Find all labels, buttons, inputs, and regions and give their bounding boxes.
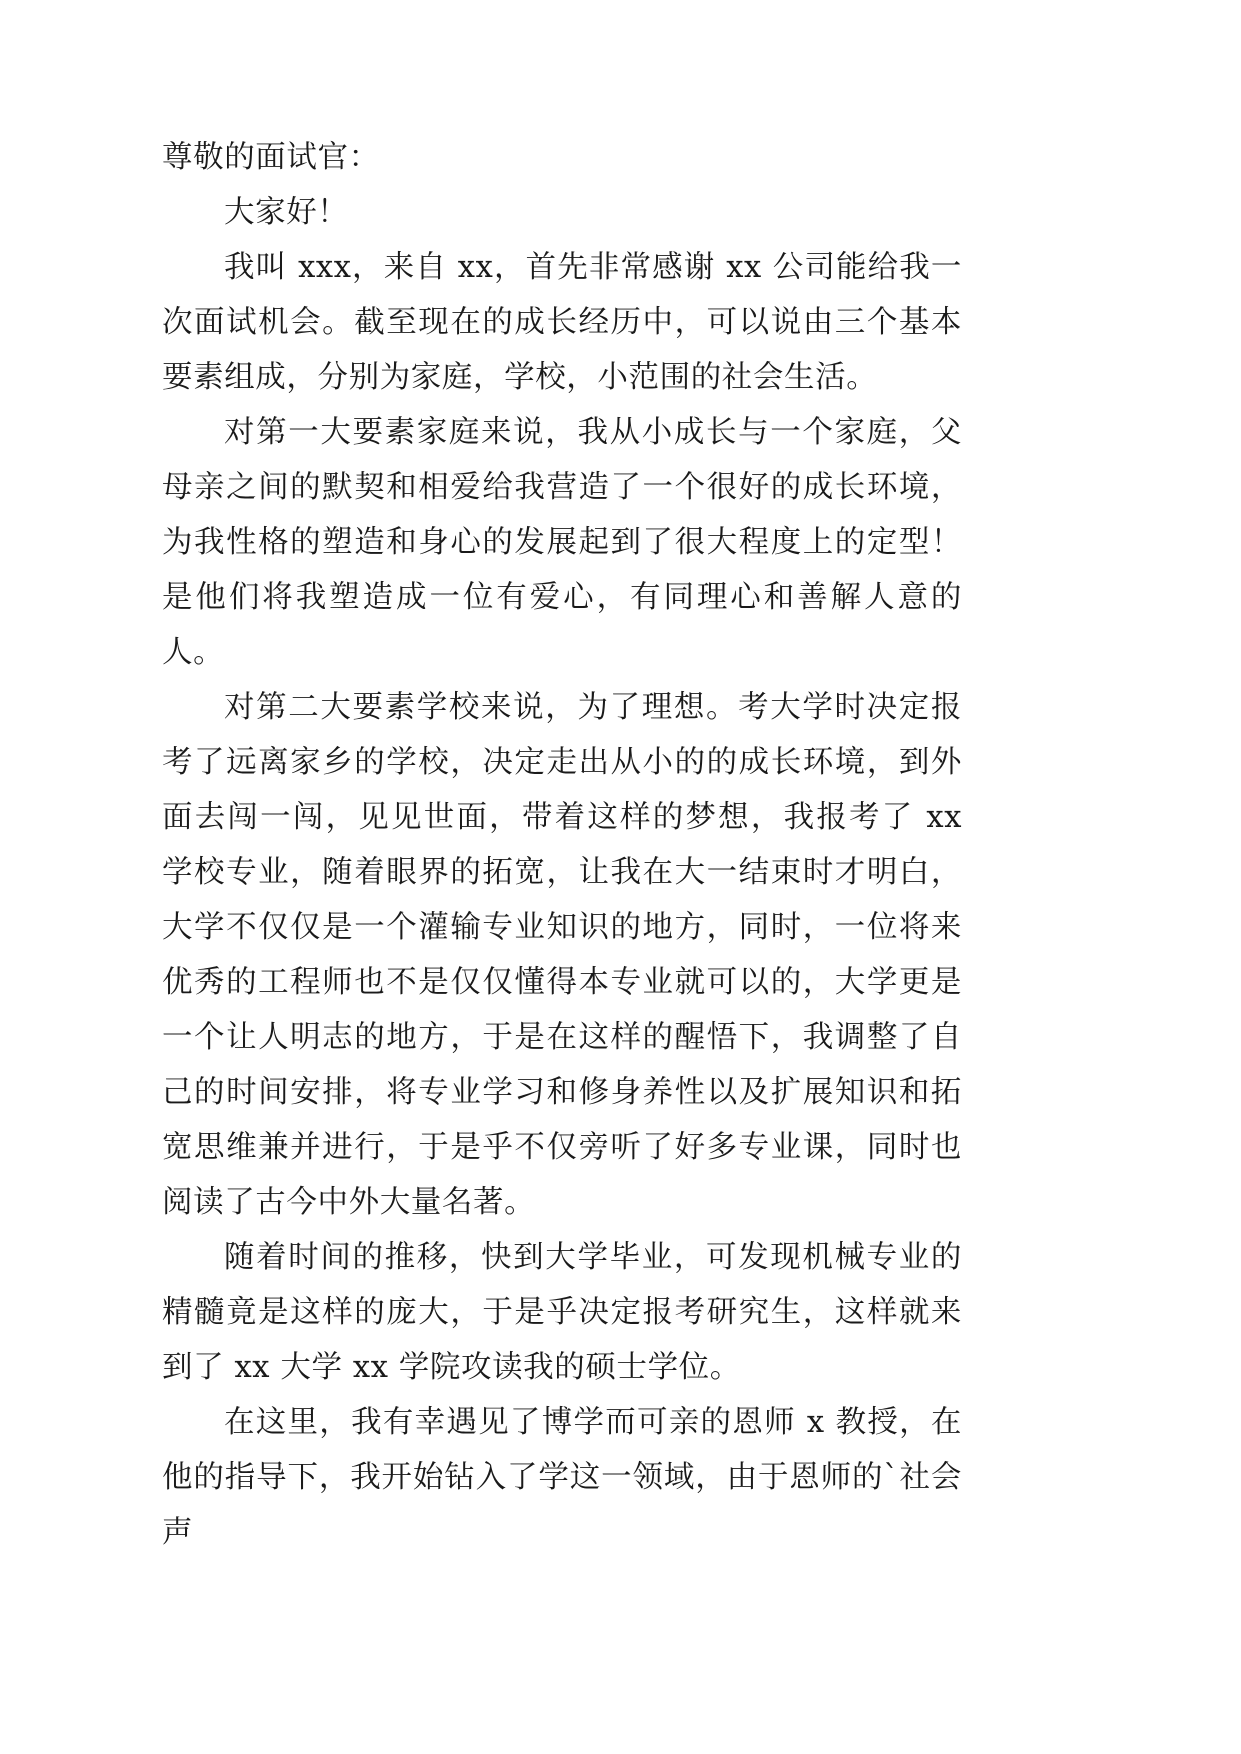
paragraph-salutation: 尊敬的面试官：: [162, 140, 380, 175]
paragraph-intro: 我叫 xxx，来自 xx，首先非常感谢 xx 公司能给我一次面试机会。截至现在的成长经历中，可以说由三个基本要素组成，分别为家庭，学校，小范围的社会生活。: [162, 250, 962, 395]
document-body: [162, 130, 973, 1560]
paragraph-graduate: 随着时间的推移，快到大学毕业，可发现机械专业的精髓竟是这样的庞大，于是乎决定报考研究生，这样就来到了 xx 大学 xx 学院攻读我的硕士学位。: [162, 1240, 962, 1385]
paragraph-family: 对第一大要素家庭来说，我从小成长与一个家庭，父母亲之间的默契和相爱给我营造了一个很好的成长环境，为我性格的塑造和身心的发展起到了很大程度上的定型！是他们将我塑造成一位有爱心，有同理心和善解人意的人。: [162, 415, 962, 670]
paragraph-mentor: 在这里，我有幸遇见了博学而可亲的恩师 x 教授，在他的指导下，我开始钻入了学这一领域，由于恩师的`社会声: [162, 1405, 962, 1550]
paragraph-greeting: 大家好！: [224, 195, 349, 230]
paragraph-school: 对第二大要素学校来说，为了理想。考大学时决定报考了远离家乡的学校，决定走出从小的的成长环境，到外面去闯一闯，见见世面，带着这样的梦想，我报考了 xx 学校专业，随着眼界的拓宽，让我在大一结束时才明白，大学不仅仅是一个灌输专业知识的地方，同时，一位将来优秀的工程师也不是仅仅懂得本专业就可以的，大学更是一个让人明志的地方，于是在这样的醒悟下，我调整了自己的时间安排，将专业学习和修身养性以及扩展知识和拓宽思维兼并进行，于是乎不仅旁听了好多专业课，同时也阅读了古今中外大量名著。: [162, 690, 973, 1220]
